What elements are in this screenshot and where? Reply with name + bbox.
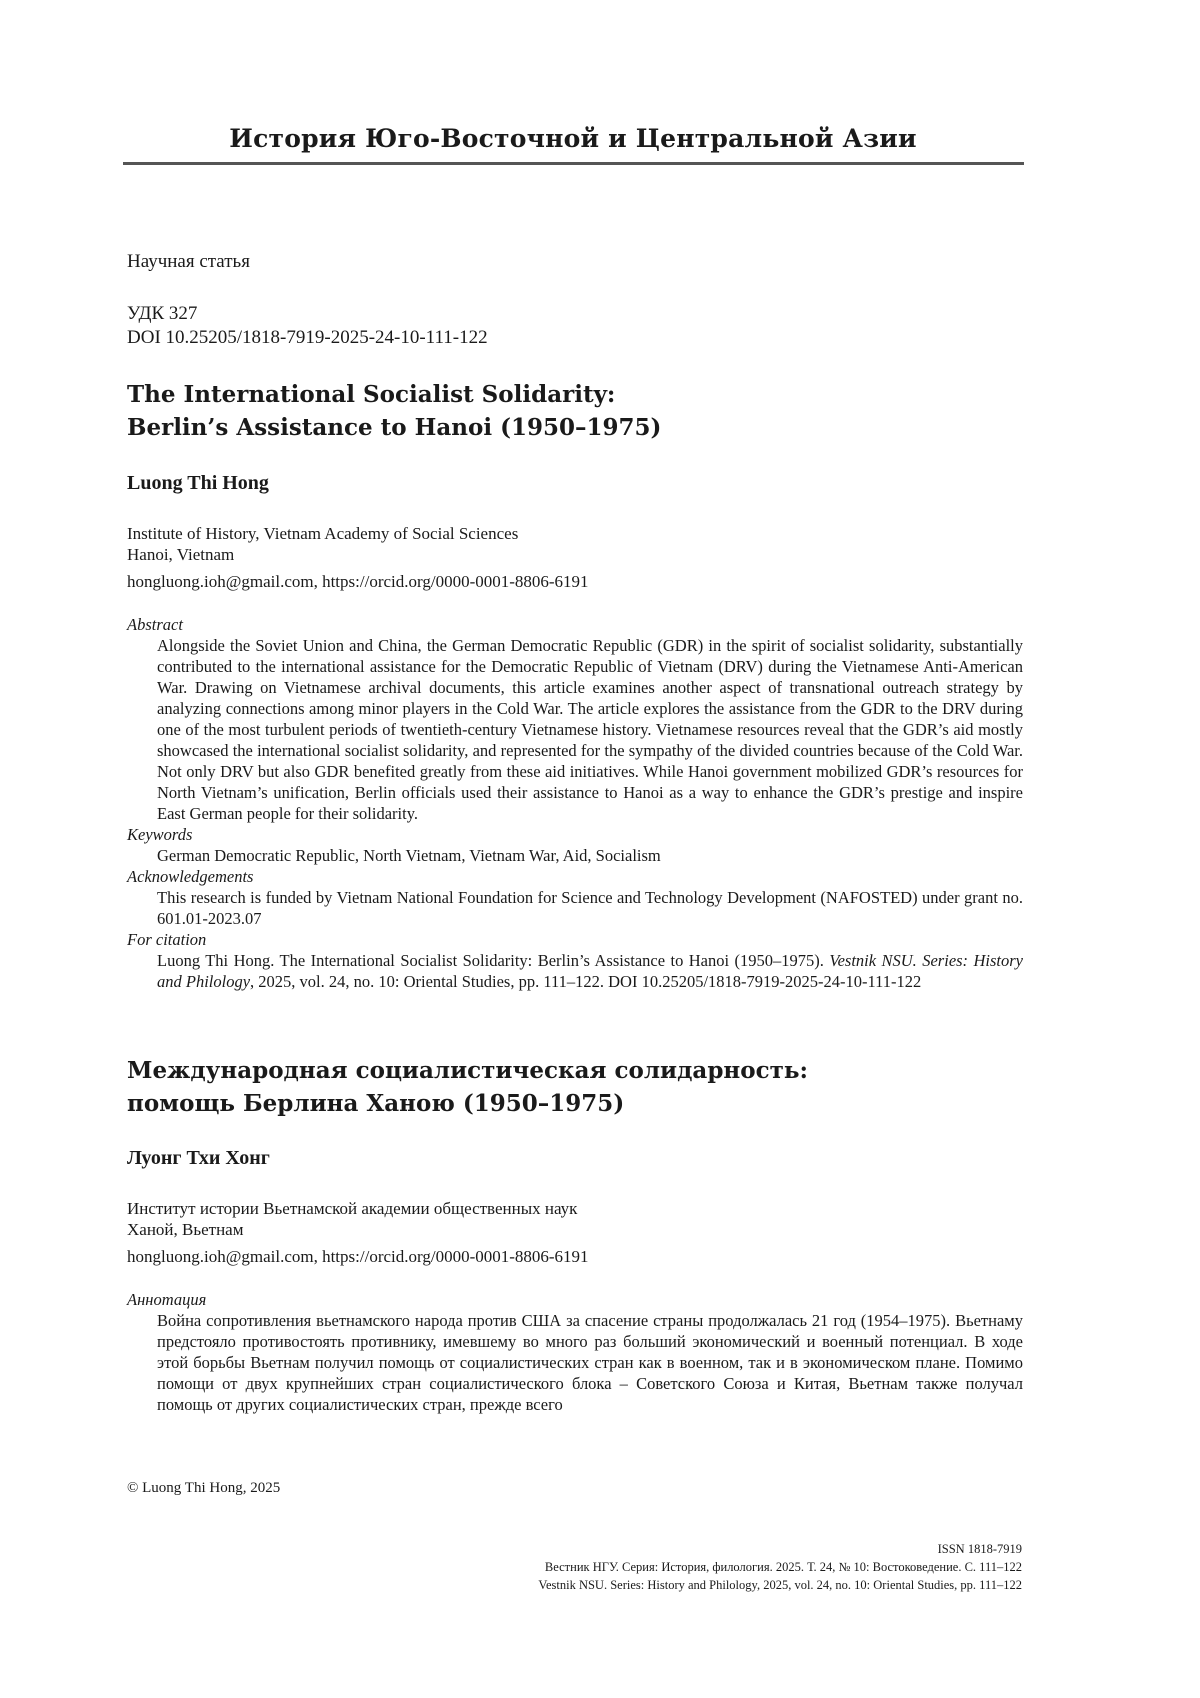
article-title-ru: [127, 1054, 1007, 1120]
citation-authors-title: Luong Thi Hong. The International Socialist Solidarity: Berlin’s Assistance to Hanoi (1950–1975).: [157, 951, 830, 970]
abstract-text: Alongside the Soviet Union and China, the German Democratic Republic (GDR) in the spirit of socialist solidarity, substantially contributed to the international assistance for the Democratic Republic of Vietnam (DRV) during the Vietnamese Anti-American War. Drawing on Vietnamese archival documents, this article examines another aspect of transnational outreach strategy by analyzing connections among minor players in the Cold War. The article explores the assistance from the GDR to the DRV during one of the most turbulent periods of twentieth-century Vietnamese history. Vietnamese resources reveal that the GDR’s aid mostly showcased the international socialist solidarity, and represented for the sympathy of the divided countries because of the Cold War. Not only DRV but also GDR benefited greatly from these aid initiatives. While Hanoi government mobilized GDR’s resources for North Vietnam’s unification, Berlin officials used their assistance to Hanoi as a way to enhance the GDR’s prestige and inspire East German people for their solidarity.: [157, 636, 1023, 823]
citation-journal: Vestnik NSU. Series: History and Philology: [157, 951, 1023, 991]
title-en-line-1: The International Socialist Solidarity:: [127, 381, 616, 408]
footer-en-line: Vestnik NSU. Series: History and Philology, 2025, vol. 24, no. 10: Oriental Studies, pp. 111–122: [538, 1578, 1022, 1592]
keywords-label: Keywords: [127, 825, 193, 844]
title-ru-line-1: Международная социалистическая солидарность:: [127, 1057, 808, 1084]
citation-details: , 2025, vol. 24, no. 10: Oriental Studies, pp. 111–122. DOI 10.25205/1818-7919-2025-24-10-111-122: [250, 972, 922, 991]
author-ru: Луонг Тхи Хонг: [127, 1147, 270, 1169]
acknowledgements-text: This research is funded by Vietnam National Foundation for Science and Technology Development (NAFOSTED) under grant no. 601.01-2023.07: [157, 888, 1023, 928]
title-ru-line-2: помощь Берлина Ханою (1950–1975): [127, 1090, 625, 1117]
citation-label: For citation: [127, 930, 207, 949]
affiliation-ru: [127, 1198, 577, 1240]
acknowledgements-label: Acknowledgements: [127, 867, 254, 886]
footer-ru-line: Вестник НГУ. Серия: История, филология. 2025. Т. 24, № 10: Востоковедение. С. 111–122: [544, 1560, 1022, 1574]
copyright-notice: © Luong Thi Hong, 2025: [127, 1480, 281, 1496]
citation-text: [127, 950, 1023, 992]
affiliation-ru-line-1: Институт истории Вьетнамской академии общественных наук: [127, 1199, 578, 1218]
article-title-en: [127, 378, 1007, 444]
russian-abstract-section: [127, 1289, 1023, 1415]
contact-ru: hongluong.ioh@gmail.com, https://orcid.org/0000-0001-8806-6191: [127, 1247, 589, 1266]
annotation-text: Война сопротивления вьетнамского народа против США за спасение страны продолжалась 21 год (1954–1975). Вьетнаму предстояло противостоять противнику, имевшему во много раз больший экономический и военный потенциал. В ходе этой борьбы Вьетнам получил помощь от социалистических стран как в военном, так и в экономическом плане. Помимо помощи от двух крупнейших стран социалистического блока – Советского Союза и Китая, Вьетнам также получал помощь от других социалистических стран, прежде всего: [157, 1311, 1023, 1414]
doi: DOI 10.25205/1818-7919-2025-24-10-111-122: [127, 327, 488, 348]
keywords-text: German Democratic Republic, North Vietnam, Vietnam War, Aid, Socialism: [157, 846, 661, 865]
footer-issn: ISSN 1818-7919: [937, 1542, 1022, 1556]
affiliation-en-line-2: Hanoi, Vietnam: [127, 545, 235, 564]
title-en-line-2: Berlin’s Assistance to Hanoi (1950–1975): [127, 414, 662, 441]
header-divider: [123, 162, 1024, 165]
english-abstract-section: [127, 614, 1023, 992]
article-type: Научная статья: [127, 251, 250, 272]
running-head: История Юго-Восточной и Центральной Азии: [229, 124, 917, 153]
contact-en: hongluong.ioh@gmail.com, https://orcid.org/0000-0001-8806-6191: [127, 572, 589, 591]
affiliation-ru-line-2: Ханой, Вьетнам: [127, 1220, 244, 1239]
journal-footer: [538, 1540, 1022, 1594]
annotation-label: Аннотация: [127, 1290, 207, 1309]
udk-code: УДК 327: [127, 303, 198, 324]
affiliation-en: [127, 523, 518, 565]
author-en: Luong Thi Hong: [127, 472, 269, 494]
abstract-label: Abstract: [127, 615, 183, 634]
affiliation-en-line-1: Institute of History, Vietnam Academy of Social Sciences: [127, 524, 519, 543]
